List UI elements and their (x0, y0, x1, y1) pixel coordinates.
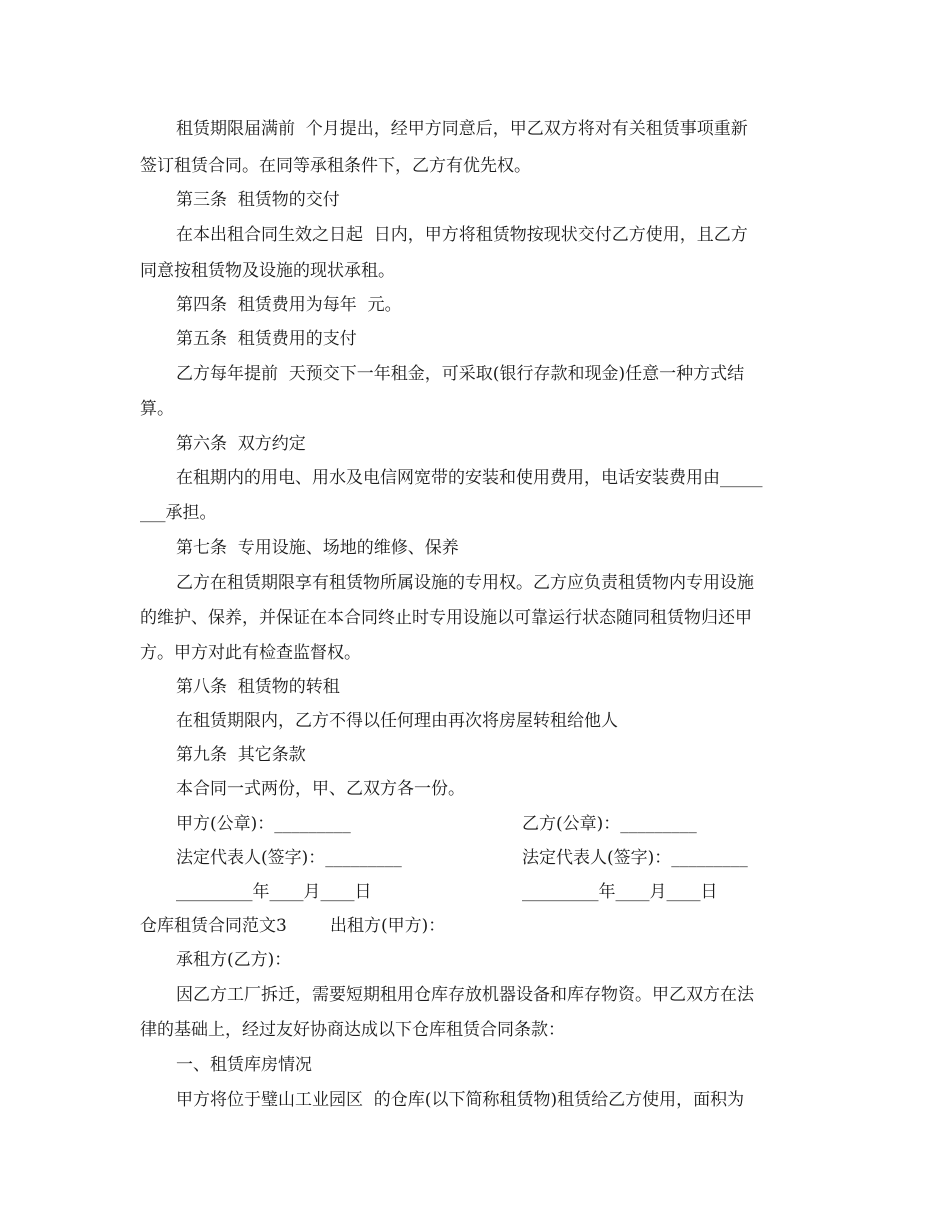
paragraph-line: 的维护、保养，并保证在本合同终止时专用设施以可靠运行状态随同租赁物归还甲 (140, 608, 752, 628)
paragraph-line: 乙方每年提前 天预交下一年租金，可采取(银行存款和现金)任意一种方式结 (176, 364, 745, 384)
paragraph-line: 在本出租合同生效之日起 日内，甲方将租赁物按现状交付乙方使用，且乙方 (176, 225, 748, 245)
clause-heading: 第七条 专用设施、场地的维修、保养 (176, 538, 459, 558)
paragraph-line: 承租方(乙方)： (176, 950, 292, 970)
clause-heading: 第八条 租赁物的转租 (176, 677, 340, 697)
section-title: 仓库租赁合同范文3 出租方(甲方)： (140, 916, 446, 936)
date-a: _________年____月____日 (176, 882, 372, 902)
paragraph-line: 因乙方工厂拆迁，需要短期租用仓库存放机器设备和库存物资。甲乙双方在法 (176, 985, 754, 1005)
paragraph-line: 方。甲方对此有检查监督权。 (140, 643, 361, 663)
paragraph-line: 甲方将位于璧山工业园区 的仓库(以下简称租赁物)租赁给乙方使用，面积为 (176, 1090, 745, 1110)
clause-heading: 第三条 租赁物的交付 (176, 190, 340, 210)
legal-rep-a: 法定代表人(签字)：_________ (176, 848, 402, 868)
paragraph-line: 乙方在租赁期限享有租赁物所属设施的专用权。乙方应负责租赁物内专用设施 (176, 573, 754, 593)
clause-heading: 第九条 其它条款 (176, 745, 306, 765)
paragraph-line: 律的基础上，经过友好协商达成以下仓库租赁合同条款： (140, 1020, 565, 1040)
paragraph-line: ___承担。 (140, 503, 217, 523)
paragraph-line: 本合同一式两份，甲、乙双方各一份。 (176, 779, 465, 799)
date-b: _________年____月____日 (522, 882, 718, 902)
paragraph-line: 同意按租赁物及设施的现状承租。 (140, 261, 395, 281)
paragraph-line: 租赁期限届满前 个月提出，经甲方同意后，甲乙双方将对有关租赁事项重新 (176, 119, 748, 139)
clause-heading: 第四条 租赁费用为每年 元。 (176, 295, 402, 315)
paragraph-line: 算。 (140, 399, 174, 419)
paragraph-line: 在租期内的用电、用水及电信网宽带的安装和使用费用，电话安装费用由_____ (176, 468, 763, 488)
party-a-seal: 甲方(公章)：_________ (176, 814, 351, 834)
paragraph-line: 在租赁期限内，乙方不得以任何理由再次将房屋转租给他人 (176, 711, 618, 731)
party-b-seal: 乙方(公章)：_________ (522, 814, 697, 834)
clause-heading: 第六条 双方约定 (176, 434, 306, 454)
legal-rep-b: 法定代表人(签字)：_________ (522, 848, 748, 868)
paragraph-line: 签订租赁合同。在同等承租条件下，乙方有优先权。 (140, 156, 531, 176)
clause-heading: 第五条 租赁费用的支付 (176, 329, 357, 349)
clause-heading: 一、租赁库房情况 (176, 1055, 312, 1075)
